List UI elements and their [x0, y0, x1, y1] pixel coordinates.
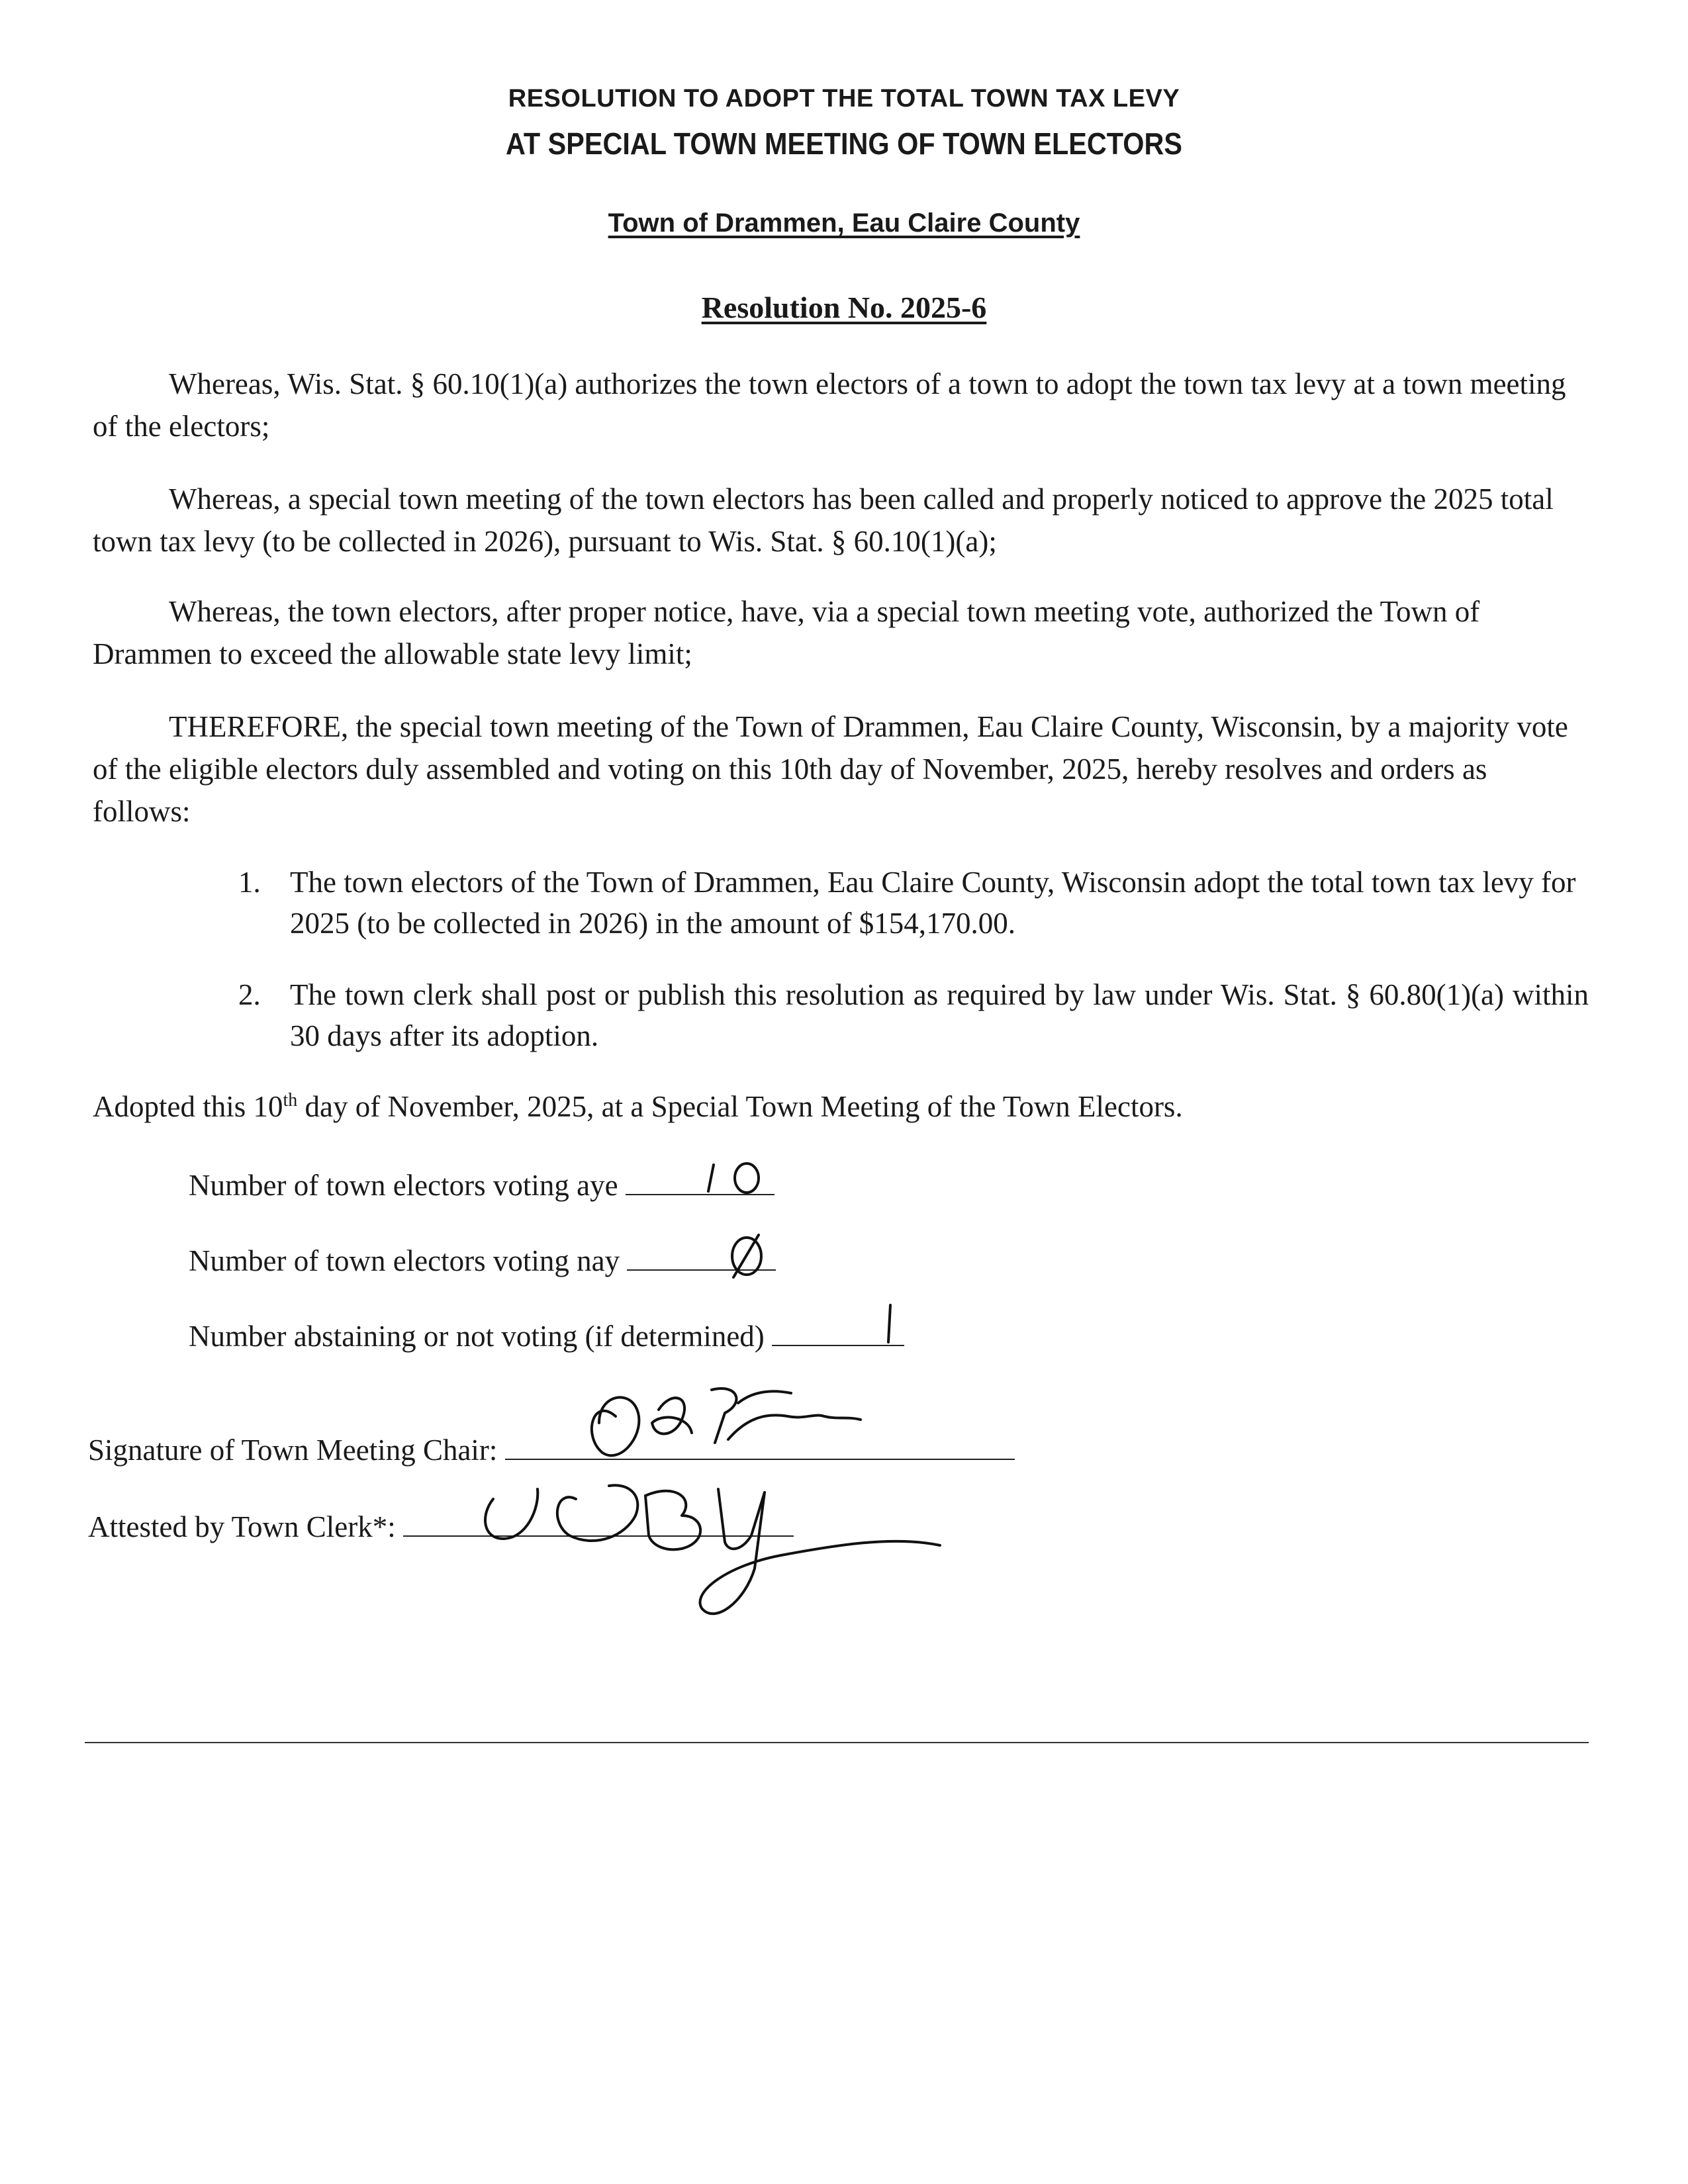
vote-aye-blank — [626, 1165, 774, 1195]
vote-nay-row — [189, 1240, 776, 1278]
item-number: 2. — [238, 978, 261, 1011]
clerk-attest-label: Attested by Town Clerk*: — [88, 1510, 396, 1543]
adopted-prefix: Adopted this 10 — [93, 1090, 283, 1123]
clerk-signature-scribble — [485, 1485, 940, 1614]
municipality-heading: Town of Drammen, Eau Claire County — [608, 208, 1080, 238]
vote-aye-label: Number of town electors voting aye — [189, 1169, 618, 1202]
resolution-item-1 — [238, 862, 1589, 944]
vote-nay-blank — [627, 1240, 776, 1271]
clerk-signature-line — [403, 1506, 794, 1537]
vote-abstain-blank — [772, 1316, 904, 1346]
clerk-attest-row — [88, 1506, 794, 1544]
vote-abstain-row — [189, 1316, 904, 1353]
resolution-item-2 — [238, 974, 1589, 1056]
vote-aye-row — [189, 1165, 774, 1203]
whereas-paragraph-2: Whereas, a special town meeting of the town electors has been called and properly noticed to approve the 2025 total town tax levy (to be collected in 2026), pursuant to Wis. Stat. § 60.10(1)(a); — [93, 482, 1554, 558]
chair-signature-line — [505, 1430, 1015, 1460]
chair-signature-row — [88, 1430, 1015, 1467]
chair-signature-label: Signature of Town Meeting Chair: — [88, 1433, 498, 1467]
adopted-statement — [93, 1089, 1183, 1124]
adopted-ordinal: th — [283, 1090, 298, 1111]
whereas-paragraph-3: Whereas, the town electors, after proper notice, have, via a special town meeting vote, authorized the Town of Drammen to exceed the allowable state levy limit; — [93, 595, 1480, 670]
whereas-paragraph-1: Whereas, Wis. Stat. § 60.10(1)(a) authorizes the town electors of a town to adopt the town tax levy at a town meeting of the electors; — [93, 367, 1566, 443]
resolution-number: Resolution No. 2025-6 — [701, 291, 987, 324]
title-line-1: RESOLUTION TO ADOPT THE TOTAL TOWN TAX LEVY — [508, 85, 1180, 113]
vote-abstain-label: Number abstaining or not voting (if determined) — [189, 1320, 765, 1353]
vote-nay-label: Number of town electors voting nay — [189, 1244, 620, 1277]
item-text: The town clerk shall post or publish this resolution as required by law under Wis. Stat. § 60.80(1)(a) within 30 days after its adoption. — [290, 978, 1589, 1052]
therefore-paragraph: THEREFORE, the special town meeting of the Town of Drammen, Eau Claire County, Wisconsin, by a majority vote of the eligible electors duly assembled and voting on this 10th day of November, 2025, hereby resolves and orders as follows: — [93, 710, 1568, 828]
item-text: The town electors of the Town of Drammen, Eau Claire County, Wisconsin adopt the total town tax levy for 2025 (to be collected in 2026) in the amount of $154,170.00. — [290, 866, 1576, 940]
title-line-2: AT SPECIAL TOWN MEETING OF TOWN ELECTORS — [505, 126, 1183, 161]
adopted-suffix: day of November, 2025, at a Special Town Meeting of the Town Electors. — [297, 1090, 1183, 1123]
bottom-divider — [85, 1742, 1589, 1743]
item-number: 1. — [238, 866, 261, 899]
